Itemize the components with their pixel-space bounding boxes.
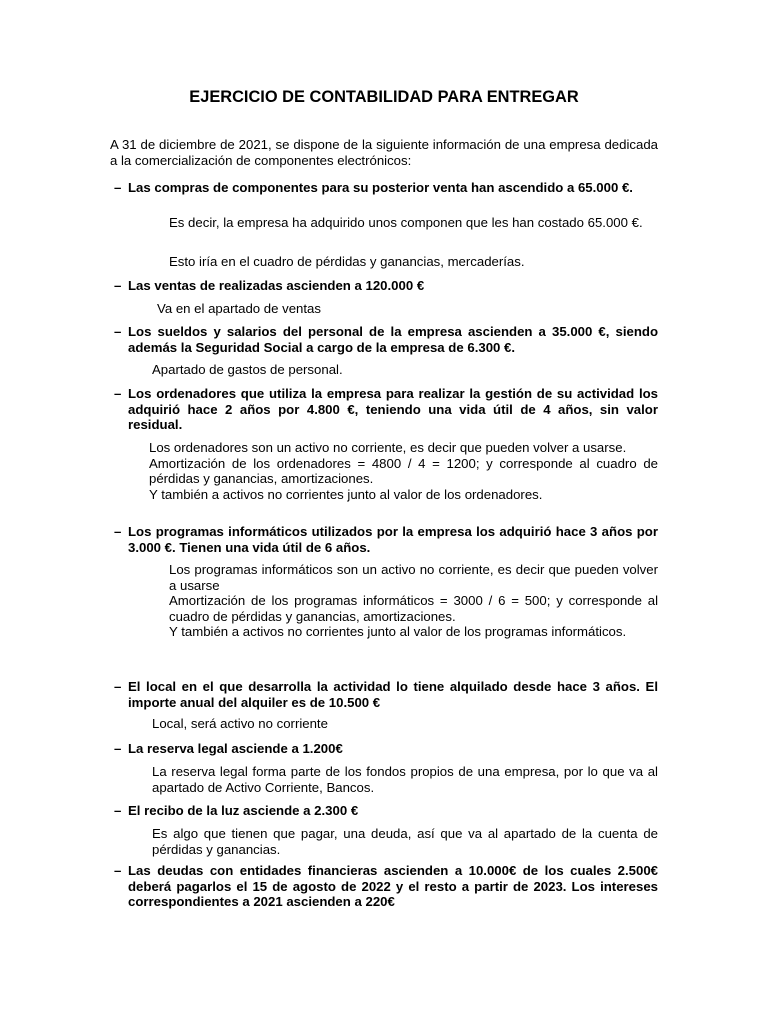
answer-text: Los programas informáticos son un activo no corriente, es decir que pueden volver a usarse: [169, 562, 658, 593]
bullet-dash: –: [114, 180, 122, 195]
bullet-dash: –: [114, 524, 122, 539]
answer-text: La reserva legal forma parte de los fondos propios de una empresa, por lo que va al apartado de Activo Corriente, Bancos.: [152, 764, 658, 795]
bullet-dash: –: [114, 863, 122, 878]
question-item: Los ordenadores que utiliza la empresa para realizar la gestión de su actividad los adquirió hace 2 años por 4.800 €, teniendo una vida útil de 4 años, sin valor residual.: [128, 386, 658, 433]
bullet-dash: –: [114, 278, 122, 293]
answer-block: [169, 562, 658, 640]
answer-text: Los ordenadores son un activo no corriente, es decir que pueden volver a usarse.: [149, 440, 627, 455]
answer-block: [157, 301, 658, 317]
bullet-dash: –: [114, 386, 122, 401]
answer-block: [152, 716, 658, 732]
question-item: Los programas informáticos utilizados por la empresa los adquirió hace 3 años por 3.000 €. Tienen una vida útil de 6 años.: [128, 524, 658, 555]
answer-text: Es algo que tienen que pagar, una deuda, así que va al apartado de la cuenta de pérdidas y ganancias.: [152, 826, 658, 857]
question-item: La reserva legal asciende a 1.200€: [128, 741, 343, 756]
question-item: Las ventas de realizadas ascienden a 120.000 €: [128, 278, 425, 293]
question-item: El local en el que desarrolla la actividad lo tiene alquilado desde hace 3 años. El importe anual del alquiler es de 10.500 €: [128, 679, 658, 710]
answer-text: Y también a activos no corrientes junto al valor de los programas informáticos.: [169, 624, 627, 640]
answer-text: Va en el apartado de ventas: [157, 301, 321, 316]
answer-block: [169, 254, 658, 270]
answer-text: Amortización de los ordenadores = 4800 / 4 = 1200; y corresponde al cuadro de pérdidas y ganancias, amortizaciones.: [149, 455, 658, 487]
answer-block: [149, 440, 658, 502]
question-item: El recibo de la luz asciende a 2.300 €: [128, 803, 359, 818]
answer-block: [152, 362, 658, 378]
answer-text: Amortización de los programas informáticos = 3000 / 6 = 500; y corresponde al cuadro de pérdidas y ganancias, amortizaciones.: [169, 593, 658, 624]
question-item: Las compras de componentes para su posterior venta han ascendido a 65.000 €.: [128, 180, 633, 195]
bullet-dash: –: [114, 679, 122, 694]
answer-block: [152, 826, 658, 857]
answer-text: Local, será activo no corriente: [152, 716, 328, 731]
answer-text: Esto iría en el cuadro de pérdidas y ganancias, mercaderías.: [169, 254, 525, 269]
question-item: Los sueldos y salarios del personal de la empresa ascienden a 35.000 €, siendo además la Seguridad Social a cargo de la empresa de 6.300 €.: [128, 324, 658, 355]
intro-paragraph: A 31 de diciembre de 2021, se dispone de la siguiente información de una empresa dedicada a la comercialización de componentes electrónicos:: [110, 137, 658, 168]
answer-block: [152, 764, 658, 795]
answer-block: [169, 215, 658, 231]
bullet-dash: –: [114, 741, 122, 756]
document-title: EJERCICIO DE CONTABILIDAD PARA ENTREGAR: [189, 88, 579, 106]
answer-text: Apartado de gastos de personal.: [152, 362, 343, 377]
question-item: Las deudas con entidades financieras ascienden a 10.000€ de los cuales 2.500€ deberá pagarlos el 15 de agosto de 2022 y el resto a partir de 2023. Los intereses correspondientes a 2021 ascienden a 220€: [128, 863, 658, 910]
answer-text: Y también a activos no corrientes junto al valor de los ordenadores.: [149, 486, 543, 502]
answer-text: Es decir, la empresa ha adquirido unos componen que les han costado 65.000 €.: [169, 215, 643, 230]
bullet-dash: –: [114, 324, 122, 339]
bullet-dash: –: [114, 803, 122, 818]
